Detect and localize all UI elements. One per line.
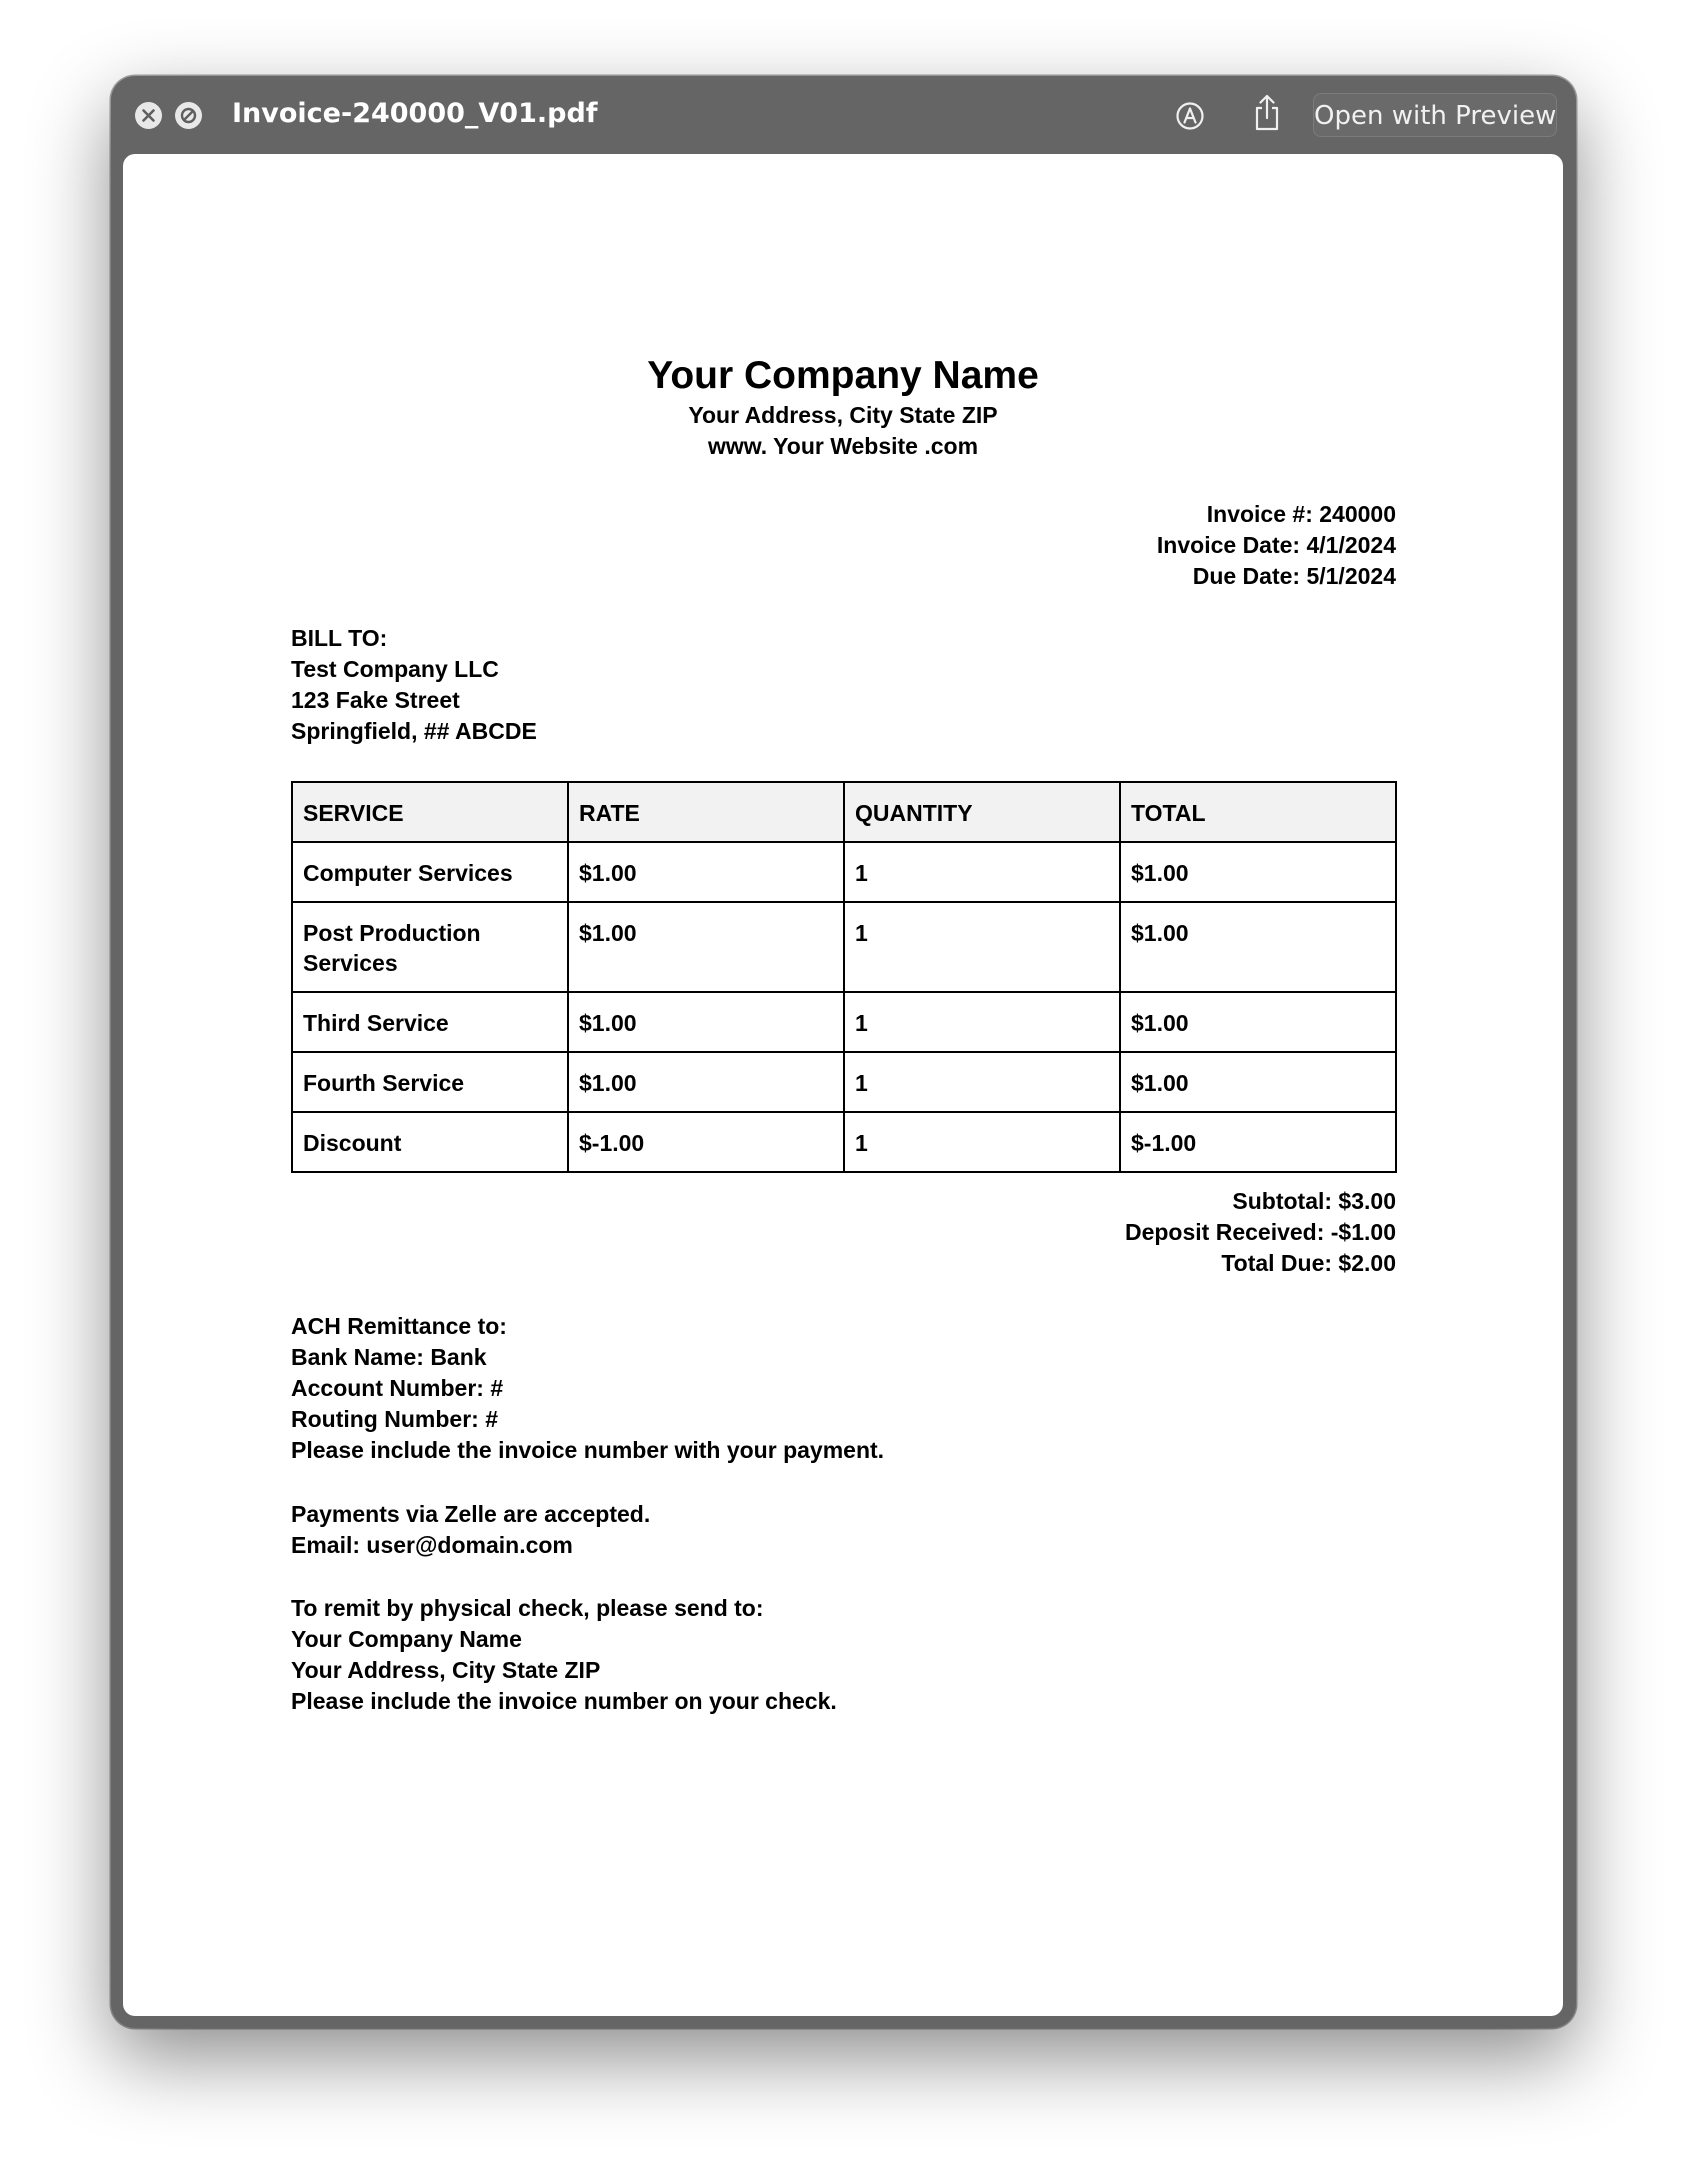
company-website: www. Your Website .com: [707, 433, 979, 459]
company-header: [123, 352, 1563, 462]
check-remit-block: [291, 1593, 837, 1717]
quantity-cell: 1: [844, 1112, 1120, 1172]
table-row: [292, 902, 1396, 992]
bill-to-city: Springfield, ## ABCDE: [291, 718, 537, 744]
service-cell: Discount: [292, 1112, 568, 1172]
table-row: [292, 992, 1396, 1052]
bank-name: Bank Name: Bank: [291, 1344, 487, 1370]
check-address: Your Address, City State ZIP: [291, 1657, 601, 1683]
total-cell: $1.00: [1120, 992, 1396, 1052]
table-header-row: [292, 782, 1396, 842]
share-icon: [1250, 93, 1284, 133]
routing-number: Routing Number: #: [291, 1406, 498, 1432]
open-with-preview-button[interactable]: Open with Preview: [1313, 93, 1557, 137]
zelle-email: Email: user@domain.com: [291, 1532, 573, 1558]
quantity-cell: 1: [844, 842, 1120, 902]
markup-button[interactable]: [1173, 99, 1207, 133]
title-bar: [111, 76, 1576, 154]
column-header-rate: RATE: [568, 782, 844, 842]
service-cell: Computer Services: [292, 842, 568, 902]
total-cell: $-1.00: [1120, 1112, 1396, 1172]
window-title: Invoice-240000_V01.pdf: [232, 98, 598, 129]
service-cell: Third Service: [292, 992, 568, 1052]
ach-note: Please include the invoice number with your payment.: [291, 1437, 885, 1463]
rate-cell: $1.00: [568, 902, 844, 992]
quicklook-window: [111, 76, 1576, 2028]
bill-to-street: 123 Fake Street: [291, 687, 460, 713]
due-date: Due Date: 5/1/2024: [1192, 563, 1396, 589]
company-name: Your Company Name: [647, 354, 1039, 397]
check-company-name: Your Company Name: [291, 1626, 522, 1652]
column-header-quantity: QUANTITY: [844, 782, 1120, 842]
services-table: [291, 781, 1397, 1173]
bill-to-block: [291, 623, 537, 747]
rate-cell: $1.00: [568, 992, 844, 1052]
close-icon: [135, 102, 162, 129]
check-heading: To remit by physical check, please send to:: [291, 1595, 764, 1621]
quantity-cell: 1: [844, 1052, 1120, 1112]
ach-remittance-block: [291, 1311, 884, 1466]
quantity-cell: 1: [844, 902, 1120, 992]
table-row: [292, 842, 1396, 902]
account-number: Account Number: #: [291, 1375, 504, 1401]
ach-heading: ACH Remittance to:: [291, 1313, 507, 1339]
no-entry-button[interactable]: [175, 102, 202, 129]
column-header-service: SERVICE: [292, 782, 568, 842]
totals-block: [1125, 1186, 1396, 1279]
service-cell: Post Production Services: [292, 902, 568, 992]
bill-to-heading: BILL TO:: [291, 625, 388, 651]
total-cell: $1.00: [1120, 902, 1396, 992]
invoice-meta: [1157, 499, 1396, 592]
service-cell: Fourth Service: [292, 1052, 568, 1112]
rate-cell: $1.00: [568, 1052, 844, 1112]
column-header-total: TOTAL: [1120, 782, 1396, 842]
share-button[interactable]: [1250, 93, 1284, 133]
table-row: [292, 1112, 1396, 1172]
total-cell: $1.00: [1120, 1052, 1396, 1112]
total-cell: $1.00: [1120, 842, 1396, 902]
subtotal: Subtotal: $3.00: [1232, 1188, 1396, 1214]
zelle-block: [291, 1499, 650, 1561]
bill-to-name: Test Company LLC: [291, 656, 499, 682]
company-address: Your Address, City State ZIP: [688, 402, 998, 428]
deposit-received: Deposit Received: -$1.00: [1124, 1219, 1396, 1245]
zelle-note: Payments via Zelle are accepted.: [291, 1501, 651, 1527]
markup-icon: [1173, 99, 1207, 133]
pdf-page: [123, 154, 1563, 2016]
total-due: Total Due: $2.00: [1221, 1250, 1396, 1276]
rate-cell: $-1.00: [568, 1112, 844, 1172]
invoice-number: Invoice #: 240000: [1206, 501, 1396, 527]
table-row: [292, 1052, 1396, 1112]
quantity-cell: 1: [844, 992, 1120, 1052]
no-entry-icon: [175, 102, 202, 129]
rate-cell: $1.00: [568, 842, 844, 902]
invoice-date: Invoice Date: 4/1/2024: [1156, 532, 1396, 558]
check-note: Please include the invoice number on your check.: [291, 1688, 837, 1714]
close-button[interactable]: [135, 102, 162, 129]
